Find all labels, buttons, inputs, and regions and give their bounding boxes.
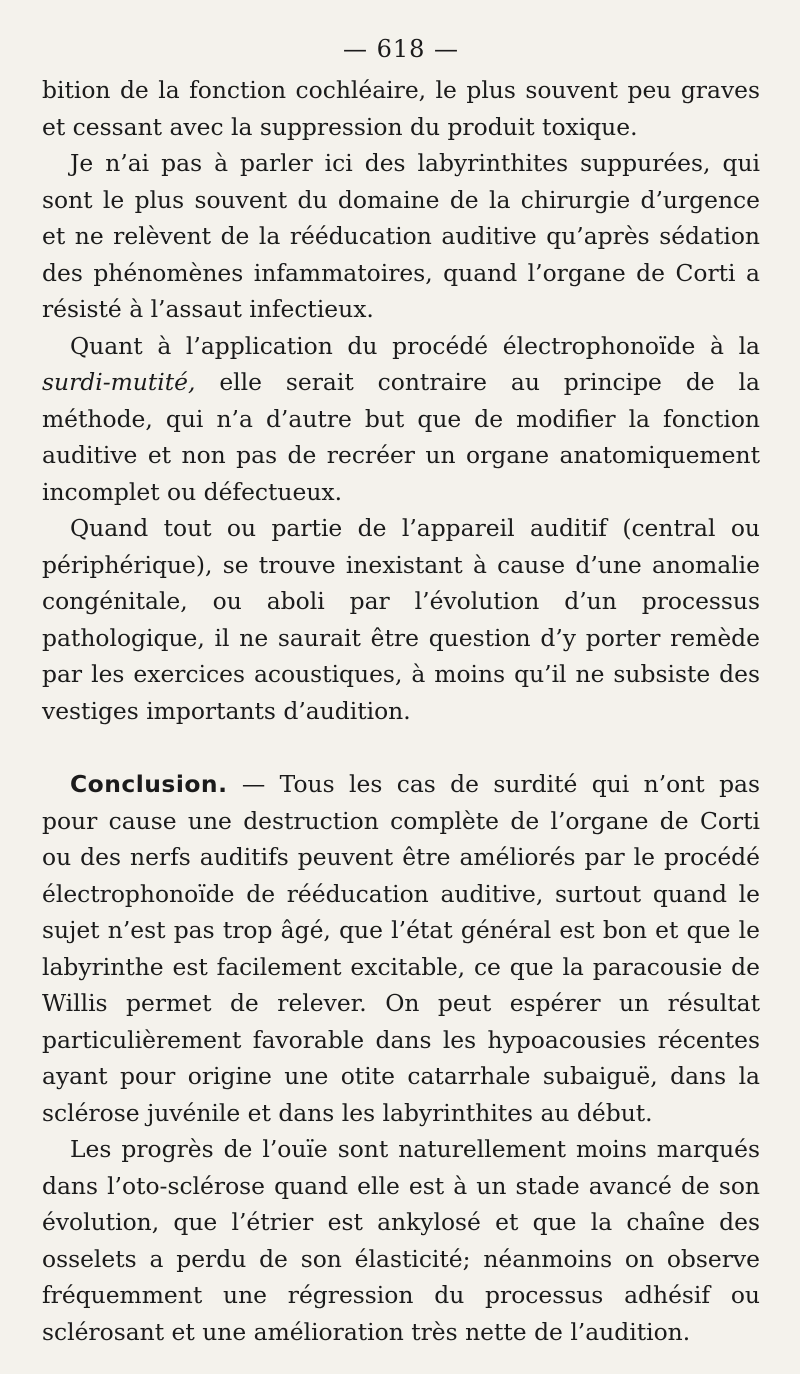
paragraph-text-end: elle serait contraire au principe de la méthode, qui n’a d’autre but que de modifier la fonction auditive et non pas de recréer un organe anatomiquement incomplet ou défectueux. <box>42 368 760 506</box>
conclusion-text: — Tous les cas de surdité qui n’ont pas pour cause une destruction complète de l’organe de Corti ou des nerfs auditifs peuvent être améliorés par le procédé électrophonoïde de rééducation auditive, surtout quand le sujet n’est pas trop âgé, que l’état général est bon et que le labyrinthe est facilement excitable, ce que la paracousie de Willis permet de relever. On peut espérer un résultat particulièrement favorable dans les hypoacousies récentes ayant pour origine une otite catarrhale subaiguë, dans la sclérose juvénile et dans les labyrinthites au début. <box>42 770 760 1127</box>
paragraph-oto-sclerose: Les progrès de l’ouïe sont naturellement moins marqués dans l’oto-sclérose quand elle est à un stade avancé de son évolution, que l’étrier est ankylosé et que la chaîne des osselets a perdu de son élasticité; néanmoins on observe fréquemment une régression du processus adhésif ou sclérosant et une amélioration très nette de l’audition. <box>42 1135 760 1346</box>
page-number: — 618 — <box>342 35 460 63</box>
paragraph-continuation: bition de la fonction cochléaire, le plus souvent peu graves et cessant avec la suppression du produit toxique. <box>42 76 760 141</box>
paragraph-conclusion <box>42 766 760 1131</box>
paragraph-labyrinthites: Je n’ai pas à parler ici des labyrinthites suppurées, qui sont le plus souvent du domaine de la chirurgie d’urgence et ne relèvent de la rééducation auditive qu’après sédation des phénomènes infammatoires, quand l’organe de Corti a résisté à l’assaut infectieux. <box>42 149 760 323</box>
paragraph-text-start: Quant à l’application du procédé électrophonoïde à la <box>70 331 760 360</box>
conclusion-heading: Conclusion. <box>70 770 228 798</box>
paragraph-surdi-mutite <box>42 328 760 511</box>
section-gap <box>42 729 760 766</box>
italic-term: surdi-mutité, <box>42 368 196 396</box>
paragraph-appareil-auditif: Quand tout ou partie de l’appareil auditif (central ou périphérique), se trouve inexistant à cause d’une anomalie congénitale, ou aboli par l’évolution d’un processus pathologique, il ne saurait être question d’y porter remède par les exercices acoustiques, à moins qu’il ne subsiste des vestiges importants d’audition. <box>42 514 760 725</box>
